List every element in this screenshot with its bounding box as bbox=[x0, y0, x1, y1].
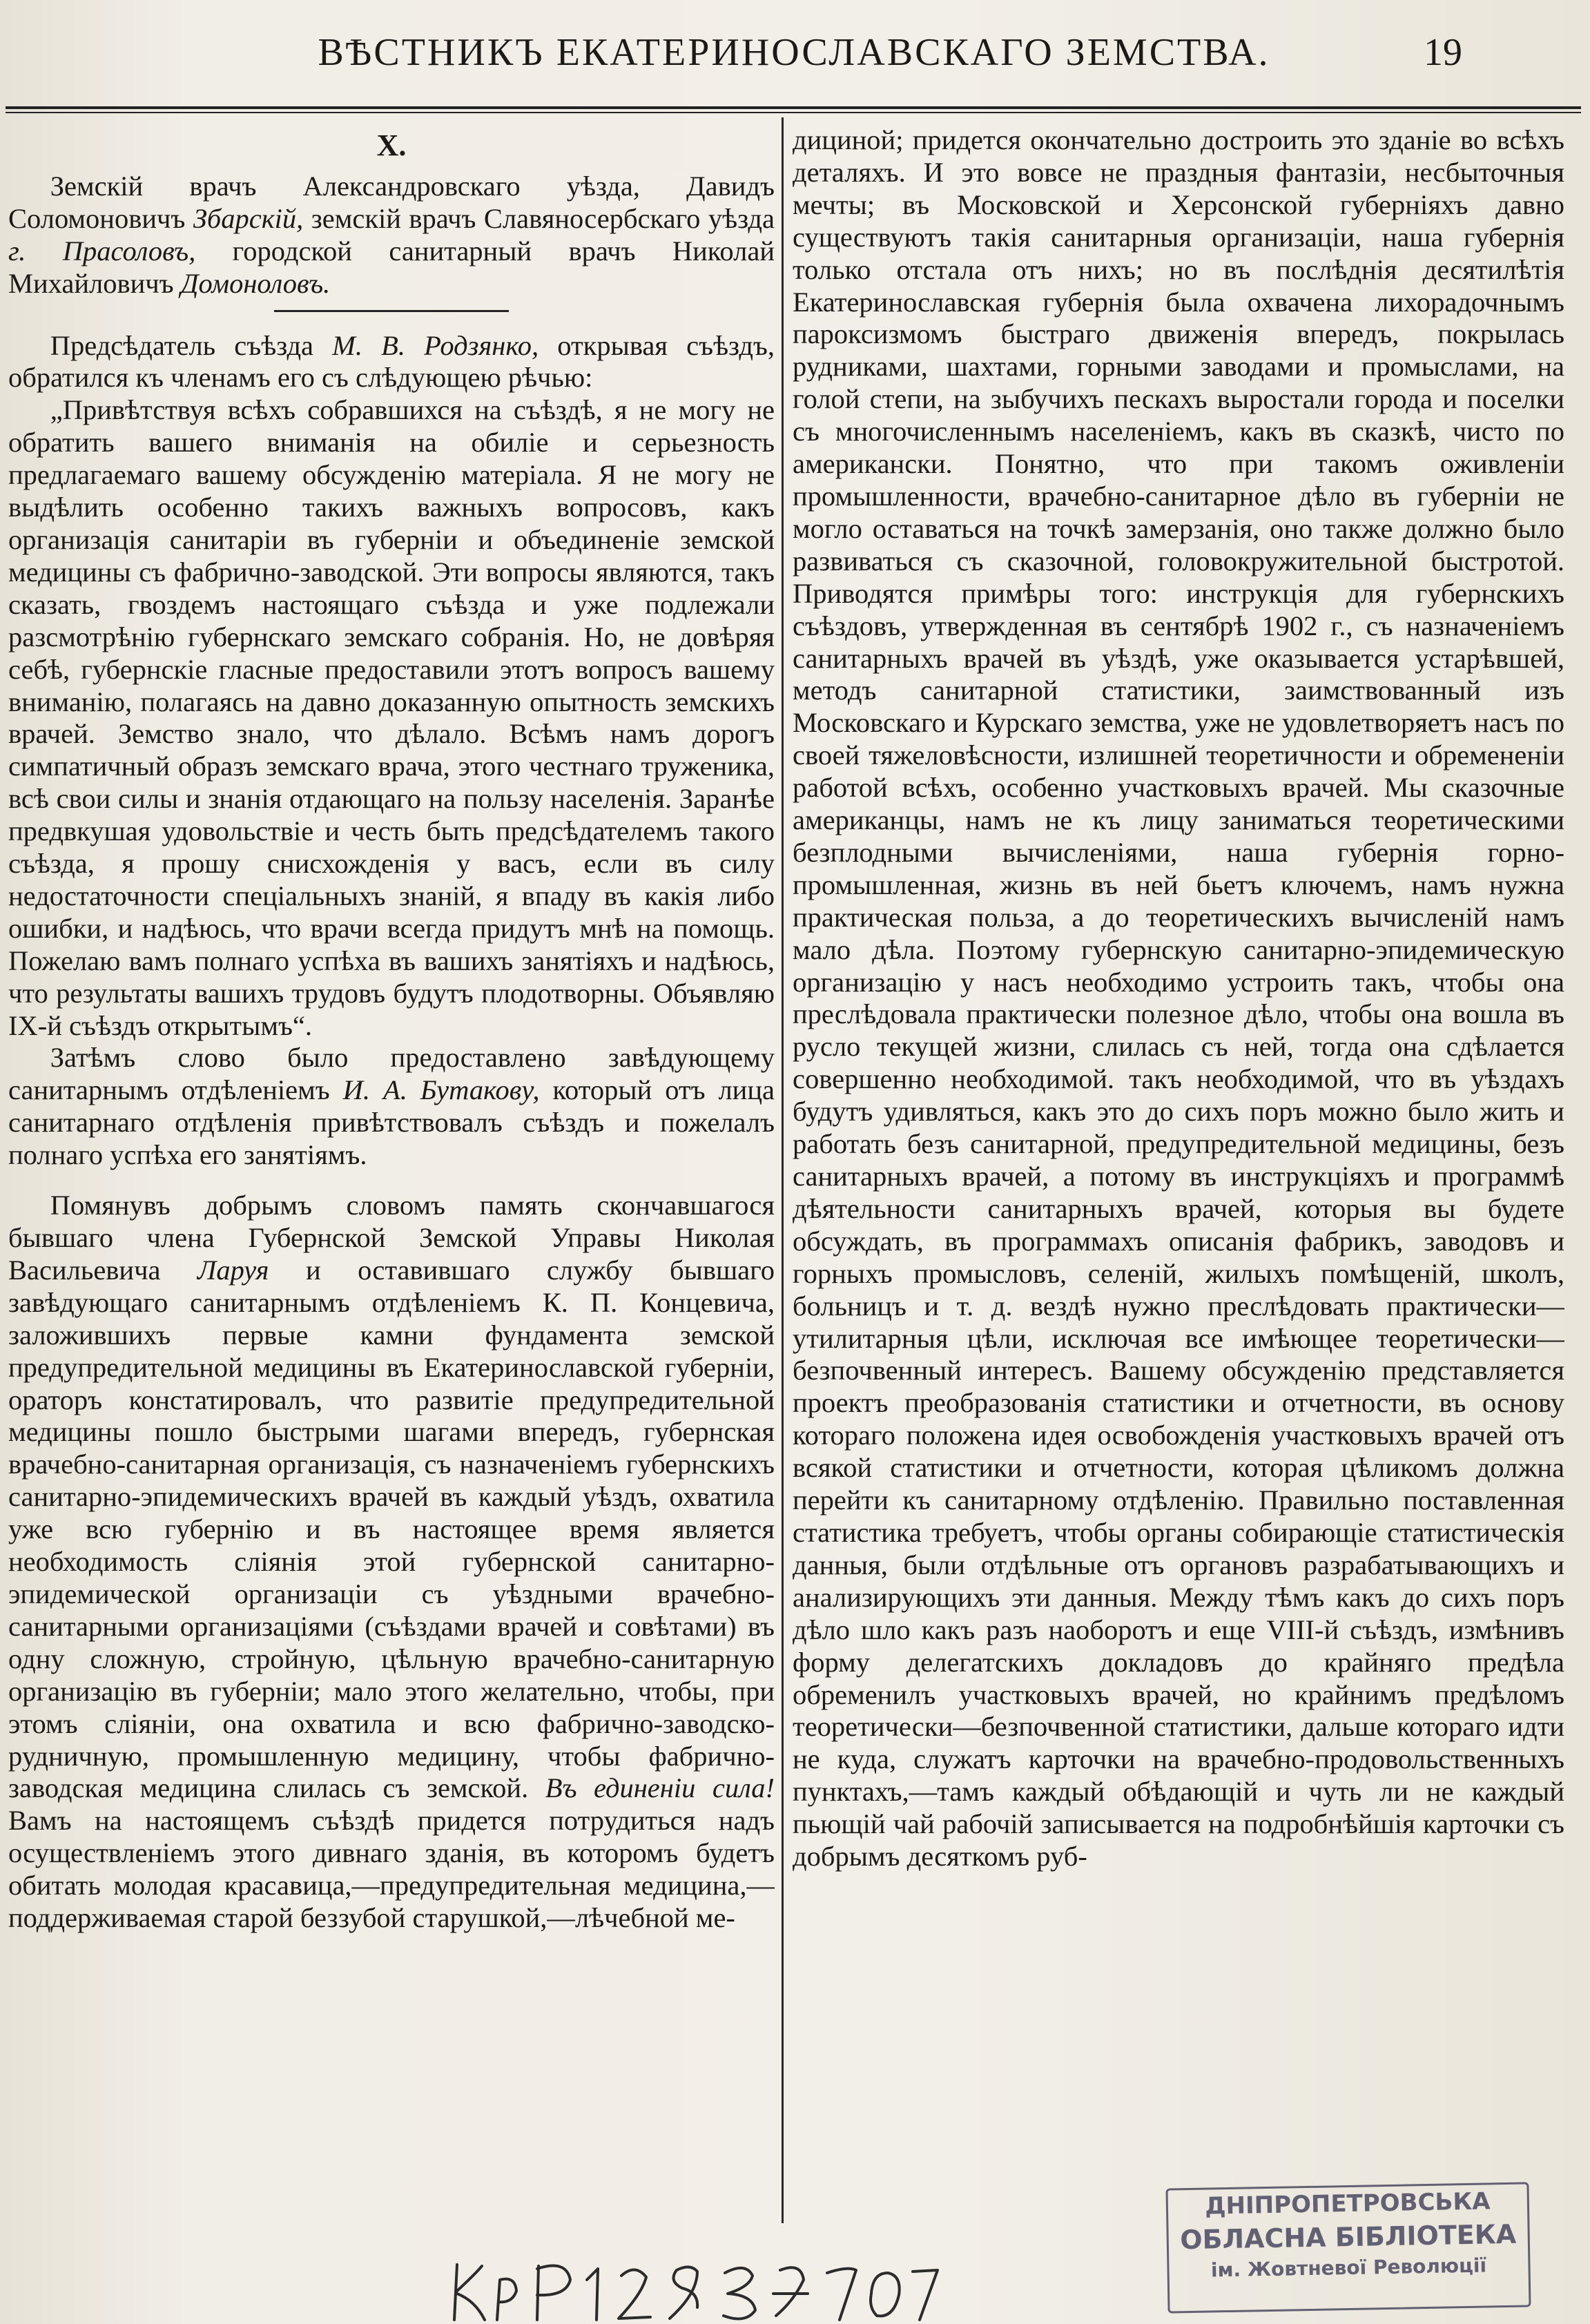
paragraph-gap bbox=[8, 1172, 775, 1190]
section-rule bbox=[274, 310, 509, 312]
body-paragraph bbox=[793, 124, 1564, 1873]
text-run: Вамъ на настоящемъ съѣздѣ придется потрудиться надъ осуществленіемъ этого дивнаго зданія, въ которомъ будетъ обитать молодая красавица,—предупредительная медицина,—поддерживаемая старой беззубой старушкой,—лѣчебной ме- bbox=[8, 1805, 775, 1934]
body-paragraph bbox=[8, 394, 775, 1042]
right-column bbox=[793, 124, 1564, 2223]
italic-name: Ларуя bbox=[197, 1254, 269, 1286]
text-run: Помянувъ добрымъ словомъ память скончавшагося бывшаго члена Губернской Земской Управы Николая Васильевича bbox=[8, 1190, 775, 1286]
italic-name: Въ единеніи сила! bbox=[545, 1772, 775, 1804]
text-run: Предсѣдатель съѣзда bbox=[50, 329, 333, 361]
left-column bbox=[8, 124, 775, 2223]
attendees-paragraph bbox=[8, 171, 775, 300]
column-divider bbox=[782, 117, 784, 2223]
stamp-line-1: ДНІПРОПЕТРОВСЬКА bbox=[1204, 2187, 1491, 2220]
italic-name: г. Прасоловъ, bbox=[8, 235, 196, 267]
page-number: 19 bbox=[1424, 31, 1462, 74]
italic-name: Домоноловъ. bbox=[180, 267, 331, 299]
text-run: открывая съѣздъ, обратился къ членамъ его съ слѣдующею рѣчью: bbox=[8, 329, 775, 394]
italic-name: Збарскій, bbox=[193, 202, 304, 234]
italic-name: И. А. Бутакову, bbox=[342, 1074, 540, 1106]
text-run: который отъ лица санитарнаго отдѣленія привѣтствовалъ съѣздъ и пожелалъ полнаго успѣха его занятіямъ. bbox=[8, 1074, 775, 1171]
handwritten-call-number bbox=[449, 2252, 946, 2324]
body-paragraph bbox=[8, 330, 775, 395]
text-run: земскій врачъ Славяносербскаго уѣзда bbox=[303, 202, 775, 234]
text-run: Земскій врачъ Александровскаго уѣзда, Давидъ Соломоновичъ bbox=[8, 170, 775, 234]
text-run: Затѣмъ слово было предоставлено завѣдующему санитарнымъ отдѣленіемъ bbox=[8, 1042, 775, 1106]
header-rule bbox=[6, 106, 1581, 113]
right-body bbox=[793, 124, 1564, 1873]
text-run: и оставившаго службу бывшаго завѣдующаго санитарнымъ отдѣленіемъ К. П. Концевича, заложившихъ первые камни фундамента земской предупредительной медицины въ Екатеринославской губерніи, ораторъ констатировалъ, что развитіе предупредительной медицины пошло быстрыми шагами впередъ, губернская врачебно-санитарная организація, съ назначеніемъ губернскихъ санитарно-эпидемическихъ врачей въ каждый уѣздъ, охватила уже всю губернію и въ настоящее время является необходимость слiянія этой губернской санитарно-эпидемической организаціи съ уѣздными врачебно-санитарными организаціями (съѣздами врачей и совѣтами) въ одну сложную, стройную, цѣльную врачебно-санитарную организацію въ губерніи; мало этого желательно, чтобы, при этомъ слiяніи, она охватила и всю фабрично-заводско-рудничную, промышленную медицину, чтобы фабрично-заводская медицина слилась съ земской. bbox=[8, 1254, 775, 1804]
library-stamp bbox=[1165, 2182, 1531, 2313]
stamp-line-3: ім. Жовтневої Революції bbox=[1210, 2254, 1487, 2282]
body-paragraph bbox=[8, 1042, 775, 1172]
stamp-line-2: ОБЛАСНА БІБЛІОТЕКА bbox=[1179, 2218, 1517, 2256]
text-run: дициной; придется окончательно достроить это зданіе во всѣхъ деталяхъ. И это вовсе не праздныя фантазіи, несбыточныя мечты; въ Московской и Херсонской губерніяхъ давно существуютъ такія санитарныя организаціи, наша губернія только отстала отъ нихъ; но въ послѣднія десятилѣтія Екатеринославская губернія была охвачена лихорадочнымъ пароксизмомъ быстраго движенія впередъ, покрылась рудниками, шахтами, горными заводами и промыслами, на голой степи, на зыбучихъ пескахъ выростали города и поселки съ многочисленнымъ населеніемъ, какъ въ сказкѣ, чисто по американски. Понятно, что при такомъ оживленіи промышленности, врачебно-санитарное дѣло въ губерніи не могло оставаться на точкѣ замерзанія, оно также должно было развиваться съ сказочной, головокружительной быстротой. Приводятся примѣры того: инструкція для губернскихъ съѣздовъ, утвержденная въ сентябрѣ 1902 г., съ назначеніемъ санитарныхъ врачей въ уѣздѣ, уже оказывается устарѣвшей, методъ санитарной статистики, заимствованный изъ Московскаго и Курскаго земства, уже не удовлетворяетъ насъ по своей тяжеловѣсности, излишней теоретичности и обремененіи работой всѣхъ, особенно участковыхъ врачей. Мы сказочные американцы, намъ не къ лицу заниматься теоретическими безплодными вычисленіями, наша губернія горно-промышленная, жизнь въ ней бьетъ ключемъ, намъ нужна практическая польза, а до теоретическихъ вычисленій намъ мало дѣла. Поэтому губернскую санитарно-эпидемическую организацію у насъ необходимо устроить такъ, чтобы она преслѣдовала практически полезное дѣло, чтобы она вошла въ русло текущей жизни, слилась съ ней, тогда она сдѣлается совершенно необходимой. такъ необходимой, что въ уѣздахъ будутъ удивляться, какъ это до сихъ поръ можно было жить и работать безъ санитарной, предупредительной медицины, безъ санитарныхъ врачей, а потому въ инструкціяхъ и программѣ дѣятельности санитарныхъ врачей, которыя вы будете обсуждать, въ программахъ описанія фабрикъ, заводовъ и горныхъ промысловъ, селеній, жилыхъ помѣщеній, школъ, больницъ и т. д. вездѣ нужно преслѣдовать практически—утилитарныя цѣли, исключая все имѣющее теоретически—безпочвенный интересъ. Вашему обсужденію представляется проектъ преобразованія статистики и отчетности, въ основу котораго положена идея освобожденія участковыхъ врачей отъ всякой статистики и отчетности, которая цѣликомъ должна перейти къ санитарному отдѣленію. Правильно поставленная статистика требуетъ, чтобы органы собирающіе статистическія данныя, были отдѣльные отъ органовъ разрабатывающихъ и анализирующихъ эти данныя. Между тѣмъ какъ до сихъ поръ дѣло шло какъ разъ наоборотъ и еще VIII-й съѣздъ, измѣнивъ форму делегатскихъ докладовъ до крайняго предѣла обременилъ участковыхъ врачей, но крайнимъ предѣломъ теоретически—безпочвенной статистики, дальше котораго идти не куда, служатъ карточки на врачебно-продовольственныхъ пунктахъ,—тамъ каждый обѣдающій и чуть ли не каждый пьющій чай рабочій записывается на подробнѣйшія карточки съ добрымъ десяткомъ руб- bbox=[793, 124, 1564, 1872]
text-run: „Привѣтствуя всѣхъ собравшихся на съѣздѣ, я не могу не обратить вашего вниманія на обиліе и серьезность предлагаемаго вашему обсужденію матеріала. Я не могу не выдѣлить особенно такихъ важныхъ вопросовъ, какъ организація санитаріи въ губерніи и объединеніе земской медицины съ фабрично-заводской. Эти вопросы являются, такъ сказать, гвоздемъ настоящаго съѣзда и уже подлежали разсмотрѣнію губернскаго земскаго собранія. Но, не довѣряя себѣ, губернскіе гласные предоставили этотъ вопросъ вашему вниманію, полагаясь на давно доказанную опытность земскихъ врачей. Земство знало, что дѣлало. Всѣмъ намъ дорогъ симпатичный образъ земскаго врача, этого честнаго труженика, всѣ свои силы и знанія отдающаго на пользу населенія. Заранѣе предвкушая удовольствіе и честь быть предсѣдателемъ такого съѣзда, я прошу снисхожденія у васъ, если въ силу недостаточности спеціальныхъ знаній, я впаду въ какія либо ошибки, и надѣюсь, что врачи всегда придутъ мнѣ на помощь. Пожелаю вамъ полнаго успѣха въ вашихъ занятіяхъ и надѣюсь, что результаты вашихъ трудовъ будутъ плодотворны. Объявляю IX-й съѣздъ открытымъ“. bbox=[8, 394, 775, 1041]
journal-title: ВѢСТНИКЪ ЕКАТЕРИНОСЛАВСКАГО ЗЕМСТВА. bbox=[318, 31, 1270, 74]
left-body bbox=[8, 330, 775, 1935]
italic-name: М. В. Родзянко, bbox=[332, 329, 539, 361]
section-title: X. bbox=[376, 128, 407, 162]
text-run: городской санитарный врачъ Николай Михайловичъ bbox=[8, 235, 775, 299]
body-paragraph bbox=[8, 1190, 775, 1935]
